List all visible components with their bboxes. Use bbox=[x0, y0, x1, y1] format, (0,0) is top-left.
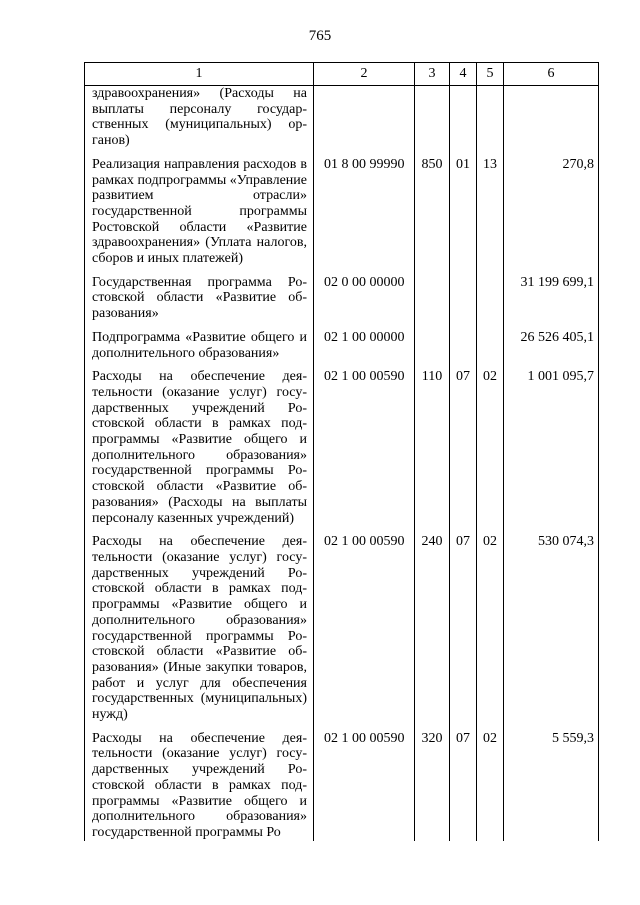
row-subsection bbox=[477, 86, 504, 149]
row-code bbox=[314, 86, 415, 149]
table-row bbox=[85, 330, 599, 361]
row-vr bbox=[415, 275, 450, 322]
row-vr: 850 bbox=[415, 157, 450, 267]
table-row bbox=[85, 86, 599, 149]
header-col-4: 4 bbox=[450, 63, 477, 86]
row-vr: 110 bbox=[415, 369, 450, 526]
row-section bbox=[450, 330, 477, 361]
row-name: Расходы на обеспечение деятельности (оказание услуг) государственных учреждений Ростовской области в рамках подпрограммы «Развитие общего и дополнительного образования» государственной программы Ростовской области «Развитие образования» (Расходы на выплаты персоналу казенных учреждений) bbox=[85, 369, 314, 526]
row-subsection bbox=[477, 275, 504, 322]
row-gap bbox=[85, 149, 599, 157]
row-section: 07 bbox=[450, 369, 477, 526]
row-name: Подпрограмма «Развитие общего и дополнительного образования» bbox=[85, 330, 314, 361]
row-code: 02 1 00 00590 bbox=[314, 731, 415, 841]
row-code: 02 1 00 00000 bbox=[314, 330, 415, 361]
row-sum: 1 001 095,7 bbox=[504, 369, 599, 526]
row-sum: 5 559,3 bbox=[504, 731, 599, 841]
row-name: Расходы на обеспечение деятельности (оказание услуг) государственных учреждений Ростовской области в рамках подпрограммы «Развитие общего и дополнительного образования» государственной программы Ро bbox=[85, 731, 314, 841]
row-code: 02 0 00 00000 bbox=[314, 275, 415, 322]
table-row bbox=[85, 157, 599, 267]
row-section: 07 bbox=[450, 731, 477, 841]
row-section: 01 bbox=[450, 157, 477, 267]
row-subsection: 02 bbox=[477, 369, 504, 526]
header-col-5: 5 bbox=[477, 63, 504, 86]
row-subsection: 02 bbox=[477, 731, 504, 841]
row-subsection bbox=[477, 330, 504, 361]
row-vr bbox=[415, 330, 450, 361]
table-row bbox=[85, 731, 599, 841]
header-row bbox=[85, 63, 599, 86]
row-gap bbox=[85, 526, 599, 534]
row-sum: 26 526 405,1 bbox=[504, 330, 599, 361]
row-gap bbox=[85, 267, 599, 275]
table-row bbox=[85, 534, 599, 722]
row-sum: 31 199 699,1 bbox=[504, 275, 599, 322]
row-sum: 530 074,3 bbox=[504, 534, 599, 722]
row-subsection: 02 bbox=[477, 534, 504, 722]
table-row bbox=[85, 275, 599, 322]
row-sum: 270,8 bbox=[504, 157, 599, 267]
row-name: Реализация направления расходов в рамках подпрограммы «Управление развитием отрасли» государственной программы Ростовской области «Развитие здравоохранения» (Уплата налогов, сборов и иных платежей) bbox=[85, 157, 314, 267]
row-sum bbox=[504, 86, 599, 149]
row-vr bbox=[415, 86, 450, 149]
row-name: Расходы на обеспечение деятельности (оказание услуг) государственных учреждений Ростовской области в рамках подпрограммы «Развитие общего и дополнительного образования» государственной программы Ростовской области «Развитие образования» (Иные закупки товаров, работ и услуг для обеспечения государственных (муниципальных) нужд) bbox=[85, 534, 314, 722]
row-section: 07 bbox=[450, 534, 477, 722]
row-section bbox=[450, 275, 477, 322]
row-gap bbox=[85, 322, 599, 330]
row-name: здравоохранения» (Расходы на выплаты персоналу государственных (муниципальных) органов) bbox=[85, 86, 314, 149]
row-name: Государственная программа Ростовской области «Развитие образования» bbox=[85, 275, 314, 322]
row-vr: 240 bbox=[415, 534, 450, 722]
budget-table bbox=[84, 62, 599, 841]
table-row bbox=[85, 369, 599, 526]
header-col-6: 6 bbox=[504, 63, 599, 86]
header-col-3: 3 bbox=[415, 63, 450, 86]
row-section bbox=[450, 86, 477, 149]
row-gap bbox=[85, 361, 599, 369]
row-gap bbox=[85, 723, 599, 731]
header-col-2: 2 bbox=[314, 63, 415, 86]
page-number: 765 bbox=[308, 28, 332, 44]
row-code: 02 1 00 00590 bbox=[314, 369, 415, 526]
row-code: 02 1 00 00590 bbox=[314, 534, 415, 722]
row-vr: 320 bbox=[415, 731, 450, 841]
header-col-1: 1 bbox=[85, 63, 314, 86]
row-code: 01 8 00 99990 bbox=[314, 157, 415, 267]
row-subsection: 13 bbox=[477, 157, 504, 267]
